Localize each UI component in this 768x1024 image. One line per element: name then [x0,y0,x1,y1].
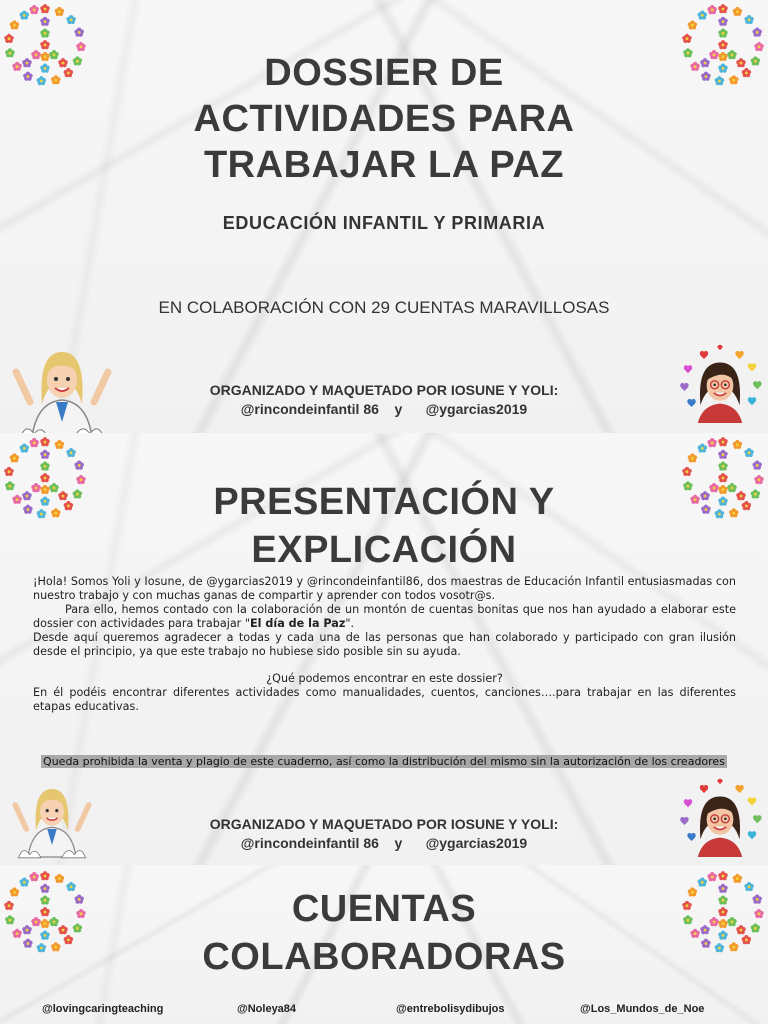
activities-text: Para ello, hemos contado con la colaboración de un montón de cuentas bonitas que nos han ayudado a elaborar este dossier con actividades para trabajar " [33,603,736,630]
cover-title [0,50,768,188]
cover-title-line: DOSSIER DE [264,52,504,94]
organizer-handles: @rincondeinfantil 86 y @ygarcias2019 [240,401,528,417]
intro-paragraph: ¡Hola! Somos Yoli y Iosune, de @ygarcias2019 y @rincondeinfantil86, dos maestras de Educación Infantil entusiasmadas con nuestro trabajo y con muchas ganas de compartir y aprender con todos vosotr@s. [33,575,736,602]
activities-text-end: ". [345,617,355,630]
organizer-handles: @rincondeinfantil 86 y @ygarcias2019 [240,835,528,851]
collaborator-handle: @entrebolisydibujos [396,1003,505,1015]
collaborator-handle: @lovingcaringteaching [42,1003,164,1015]
collaborators-page [0,865,768,1024]
peace-day-emphasis: El día de la Paz [249,617,346,630]
collaborators-title [0,885,768,981]
cover-title-line: TRABAJAR LA PAZ [203,144,565,186]
organizers-block [0,816,768,851]
presentation-title [0,478,768,574]
copyright-notice-text: Queda prohibida la venta y plagio de este cuaderno, así como la distribución del mismo sin la autorización de los creadores [43,755,725,768]
cover-page [0,0,768,433]
presentation-title-line: PRESENTACIÓN Y [213,481,555,523]
cover-subtitle: EDUCACIÓN INFANTIL Y PRIMARIA [222,213,546,233]
activities-paragraph [33,603,736,631]
question-heading: ¿Qué podemos encontrar en este dossier? [266,672,503,685]
content-paragraph: En él podéis encontrar diferentes actividades como manualidades, cuentos, canciones….para trabajar en las diferentes etapas educativas. [33,686,736,713]
presentation-page [0,433,768,865]
collaborator-handles [0,1003,768,1023]
presentation-body [33,575,736,714]
collaborators-title-line: COLABORADORAS [202,936,566,978]
cover-title-line: ACTIVIDADES PARA [193,98,575,140]
collaborator-handle: @Los_Mundos_de_Noe [580,1003,705,1015]
collaboration-text: EN COLABORACIÓN CON 29 CUENTAS MARAVILLOSAS [158,298,610,317]
organized-by-label: ORGANIZADO Y MAQUETADO POR IOSUNE Y YOLI: [209,816,559,832]
organizers-block [0,382,768,417]
collaborator-handle: @Noleya84 [237,1003,297,1015]
presentation-title-line: EXPLICACIÓN [251,529,517,571]
collaborators-title-line: CUENTAS [291,888,477,930]
organized-by-label: ORGANIZADO Y MAQUETADO POR IOSUNE Y YOLI: [209,382,559,398]
copyright-notice [38,754,730,770]
thanks-paragraph: Desde aquí queremos agradecer a todas y cada una de las personas que han colaborado y participado con gran ilusión desde el principio, ya que este trabajo no hubiese sido posible sin su ayuda. [33,631,736,658]
